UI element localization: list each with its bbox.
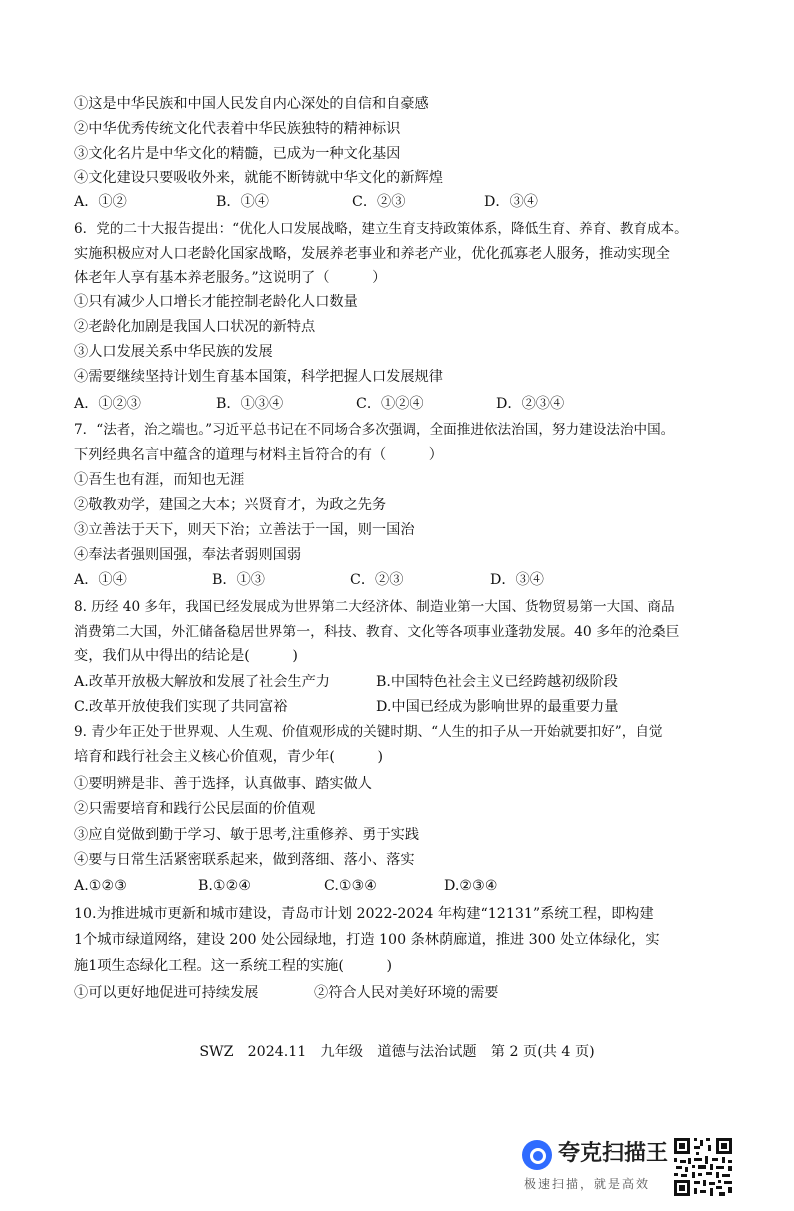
q6-statement-4: ④需要继续坚持计划生育基本国策，科学把握人口发展规律 (74, 369, 443, 385)
q10-stem-2: 1个城市绿道网络，建设 200 处公园绿地，打造 100 条林荫廊道，推进 300 处立体绿化，实 (74, 932, 660, 948)
q6-option-c: C．①②④ (356, 396, 424, 412)
scanner-watermark (522, 1134, 672, 1196)
q9-option-d: D.②③④ (444, 878, 498, 894)
q6-option-d: D．②③④ (496, 396, 565, 412)
q6-stem-2: 实施积极应对人口老龄化国家战略，发展养老事业和养老产业，优化孤寡老人服务，推动实现全 (74, 246, 670, 262)
brand-slogan: 极速扫描，就是高效 (524, 1177, 651, 1191)
q6-option-a: A．①②③ (74, 396, 141, 412)
q7-statement-4: ④奉法者强则国强，奉法者弱则国弱 (74, 547, 302, 563)
q6-stem-3: 体老年人享有基本养老服务。”这说明了（ ） (74, 270, 387, 286)
page-footer: SWZ 2024.11 九年级 道德与法治试题 第 2 页(共 4 页) (199, 1044, 595, 1060)
q7-stem-2: 下列经典名言中蕴含的道理与材料主旨符合的有（ ） (74, 447, 443, 463)
q9-stem-2: 培育和践行社会主义核心价值观，青少年( ) (74, 749, 384, 765)
q9-statement-4: ④要与日常生活紧密联系起来，做到落细、落小、落实 (74, 852, 415, 868)
q8-option-b: B.中国特色社会主义已经跨越初级阶段 (376, 674, 618, 690)
q8-stem-3: 变，我们从中得出的结论是( ) (74, 648, 298, 664)
q5-statement-1: ①这是中华民族和中国人民发自内心深处的自信和自豪感 (74, 96, 429, 112)
q9-option-b: B.①②④ (198, 878, 252, 894)
q9-option-a: A.①②③ (74, 878, 127, 894)
q10-stem-3: 施1项生态绿化工程。这一系统工程的实施( ) (74, 958, 393, 974)
q6-statement-1: ①只有减少人口增长才能控制老龄化人口数量 (74, 294, 358, 310)
q5-statement-2: ②中华优秀传统文化代表着中华民族独特的精神标识 (74, 121, 401, 137)
q8-option-a: A.改革开放极大解放和发展了社会生产力 (74, 674, 330, 690)
q5-option-a: A．①② (74, 194, 127, 210)
q8-stem-1: 8. 历经 40 多年，我国已经发展成为世界第二大经济体、制造业第一大国、货物贸易第一大国、商品 (74, 599, 675, 615)
q7-statement-2: ②敬教劝学，建国之大本；兴贤育才，为政之先务 (74, 497, 387, 513)
q5-statement-4: ④文化建设只要吸收外来，就能不断铸就中华文化的新辉煌 (74, 170, 443, 186)
q6-statement-2: ②老龄化加剧是我国人口状况的新特点 (74, 319, 316, 335)
q5-option-d: D．③④ (484, 194, 538, 210)
q9-statement-1: ①要明辨是非、善于选择，认真做事、踏实做人 (74, 776, 372, 792)
q7-option-c: C．②③ (350, 572, 404, 588)
q8-stem-2: 消费第二大国，外汇储备稳居世界第一，科技、教育、文化等各项事业蓬勃发展。40 多年的沧桑巨 (74, 624, 680, 640)
brand-name: 夸克扫描王 (558, 1141, 669, 1166)
q5-option-c: C．②③ (352, 194, 406, 210)
q10-statement-1: ①可以更好地促进可持续发展 (74, 985, 259, 1001)
q7-stem-1: 7．“法者，治之端也。”习近平总书记在不同场合多次强调，全面推进依法治国，努力建设法治中国。 (74, 422, 675, 438)
q6-statement-3: ③人口发展关系中华民族的发展 (74, 344, 273, 360)
q6-stem-1: 6．党的二十大报告提出：“优化人口发展战略，建立生育支持政策体系，降低生育、养育、教育成本。 (74, 221, 688, 237)
q9-stem-1: 9. 青少年正处于世界观、人生观、价值观形成的关键时期、“人生的扣子从一开始就要扣好”，自觉 (74, 724, 663, 740)
q8-option-c: C.改革开放使我们实现了共同富裕 (74, 699, 288, 715)
q7-option-d: D．③④ (490, 572, 544, 588)
q7-statement-1: ①吾生也有涯，而知也无涯 (74, 472, 245, 488)
q5-option-b: B．①④ (216, 194, 269, 210)
q9-option-c: C.①③④ (324, 878, 378, 894)
q10-stem-1: 10.为推进城市更新和城市建设，青岛市计划 2022-2024 年构建“12131”系统工程，即构建 (74, 906, 654, 922)
q5-statement-3: ③文化名片是中华文化的精髓，已成为一种文化基因 (74, 146, 401, 162)
q10-statement-2: ②符合人民对美好环境的需要 (314, 985, 499, 1001)
q9-statement-2: ②只需要培育和践行公民层面的价值观 (74, 801, 316, 817)
q8-option-d: D.中国已经成为影响世界的最重要力量 (376, 699, 619, 715)
q7-option-b: B．①③ (212, 572, 265, 588)
qr-code-icon (672, 1136, 734, 1198)
q7-option-a: A．①④ (74, 572, 127, 588)
q6-option-b: B．①③④ (216, 396, 284, 412)
q9-statement-3: ③应自觉做到勤于学习、敏于思考,注重修养、勇于实践 (74, 827, 420, 843)
quark-logo-icon (522, 1140, 552, 1170)
q7-statement-3: ③立善法于天下，则天下治；立善法于一国，则一国治 (74, 522, 415, 538)
